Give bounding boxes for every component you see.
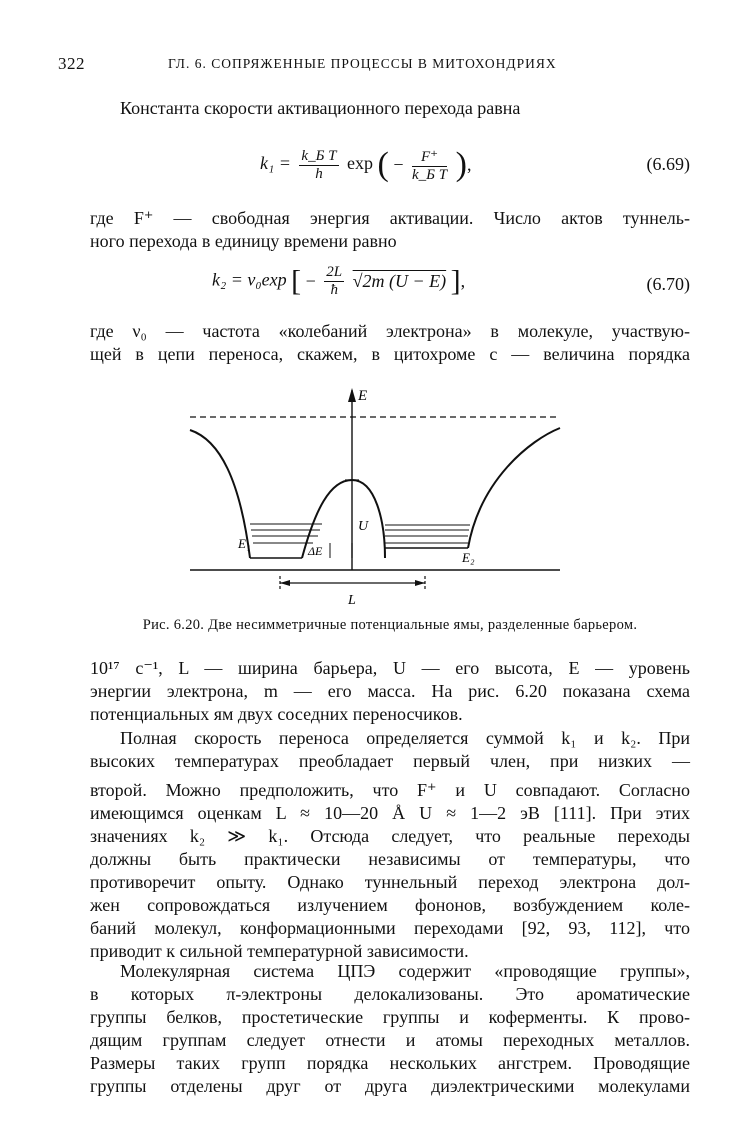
paragraph-activation bbox=[90, 207, 690, 253]
text-line: приводит к сильной температурной зависимости. bbox=[90, 941, 469, 961]
paragraph-intro bbox=[90, 97, 690, 120]
eq-fraction bbox=[299, 148, 338, 183]
label-u: U bbox=[358, 519, 369, 534]
page-header bbox=[58, 54, 690, 78]
text-line: щей в цепи переноса, скажем, в цитохроме c — величина порядка bbox=[90, 344, 690, 364]
text-line: группы белков, простетические группы и коферменты. К прово- bbox=[90, 1007, 690, 1027]
paragraph-frequency bbox=[90, 320, 690, 366]
label-e: E bbox=[358, 388, 368, 404]
text-line: второй. Можно предположить, что F⁺ и U совпадают. Согласно bbox=[90, 780, 690, 800]
equation-6-70: k₂ = ν₀exp [ − $\frac{2L}{ħ}$ √2m (U − E) ], (6.70) bbox=[212, 264, 690, 298]
eq-inner-fraction bbox=[412, 147, 447, 184]
eq-lhs: k₁ = bbox=[260, 153, 291, 174]
text-line: энергии электрона, m — его масса. На рис. 6.20 показана схема bbox=[90, 681, 690, 701]
text-line: ного перехода в единицу времени равно bbox=[90, 231, 397, 251]
text-line: должны быть практически независимы от температуры, что bbox=[90, 849, 690, 869]
label-l: L bbox=[348, 593, 356, 608]
label-delta-e: ΔE bbox=[308, 544, 323, 558]
text-line: Размеры таких групп порядка нескольких ангстрем. Проводящие bbox=[90, 1053, 690, 1073]
text-line: Полная скорость переноса определяется суммой k₁ и k₂. При bbox=[120, 728, 690, 748]
text-line: противоречит опыту. Однако туннельный переход электрона дол- bbox=[90, 872, 690, 892]
equation-number: (6.70) bbox=[646, 274, 690, 294]
text-line: баний молекул, конформационными переходами [92, 93, 112], что bbox=[90, 918, 690, 938]
eq-root: √2m (U − E) bbox=[352, 271, 447, 291]
text-line: группы отделены друг от друга диэлектрическими молекулами bbox=[90, 1076, 690, 1096]
text-line: высоких температурах преобладает первый член, при низких — bbox=[90, 751, 690, 771]
eq-lhs: k₂ = ν₀exp bbox=[212, 269, 287, 290]
paragraph-conducting-groups bbox=[90, 960, 690, 1098]
text-line: в которых π-электроны делокализованы. Это ароматические bbox=[90, 984, 690, 1004]
l-arrow-left bbox=[280, 580, 290, 586]
text-line: 10¹⁷ с⁻¹, L — ширина барьера, U — его высота, E — уровень bbox=[90, 658, 690, 678]
e-axis-arrow bbox=[348, 388, 356, 402]
equation-number: (6.69) bbox=[646, 154, 690, 174]
bracket-close: ] bbox=[450, 264, 461, 298]
bracket-open: [ bbox=[291, 264, 302, 298]
text-line: имеющимся оценкам L ≈ 10—20 Å U ≈ 1—2 эВ [111]. При этих bbox=[90, 803, 690, 823]
eq-exp: exp bbox=[347, 153, 374, 174]
text-line: Молекулярная система ЦПЭ содержит «проводящие группы», bbox=[120, 961, 690, 981]
eq-inner-denominator: k_Б T bbox=[412, 166, 448, 183]
paren-open: ( bbox=[377, 146, 389, 183]
l-arrow-right bbox=[415, 580, 425, 586]
eq-denominator: h bbox=[315, 165, 323, 182]
eq-denominator: ħ bbox=[330, 282, 338, 298]
text-line: значениях k₂ ≫ k₁. Отсюда следует, что реальные переходы bbox=[90, 826, 690, 846]
right-well-wall bbox=[468, 428, 560, 548]
running-head: ГЛ. 6. СОПРЯЖЕННЫЕ ПРОЦЕССЫ В МИТОХОНДРИЯХ bbox=[168, 56, 557, 71]
label-e1: E₁ bbox=[238, 536, 251, 551]
text-line: дящим группам следует отнести и атомы переходных металлов. bbox=[90, 1030, 690, 1050]
paragraph-parameters bbox=[90, 657, 690, 726]
figure-caption: Рис. 6.20. Две несимметричные потенциальные ямы, разделенные барьером. bbox=[142, 617, 638, 633]
equation-6-69: k₁ = $\frac{\text{k\_Б T}}{h}$ exp ( − $\frac{F^+}{\text{k\_Б T}}$ ), (6.69) bbox=[260, 146, 690, 183]
eq-numerator: 2L bbox=[326, 264, 343, 280]
paragraph-rates bbox=[90, 727, 690, 963]
text-line: где ν₀ — частота «колебаний электрона» в молекуле, участвую- bbox=[90, 321, 690, 341]
eq-inner-numerator: F⁺ bbox=[412, 147, 447, 167]
paren-close: ) bbox=[455, 146, 467, 183]
label-e2: E₂ bbox=[462, 550, 475, 565]
text-line: Константа скорости активационного перехода равна bbox=[120, 98, 521, 118]
text-line: потенциальных ям двух соседних переносчиков. bbox=[90, 704, 463, 724]
potential-wells-figure bbox=[180, 380, 580, 610]
text-line: где F⁺ — свободная энергия активации. Число актов туннель- bbox=[90, 208, 690, 228]
eq-numerator: k_Б T bbox=[301, 147, 337, 164]
text-line: жен сопровождаться излучением фононов, возбуждением коле- bbox=[90, 895, 690, 915]
eq-fraction bbox=[324, 264, 344, 299]
page-number: 322 bbox=[58, 54, 85, 73]
